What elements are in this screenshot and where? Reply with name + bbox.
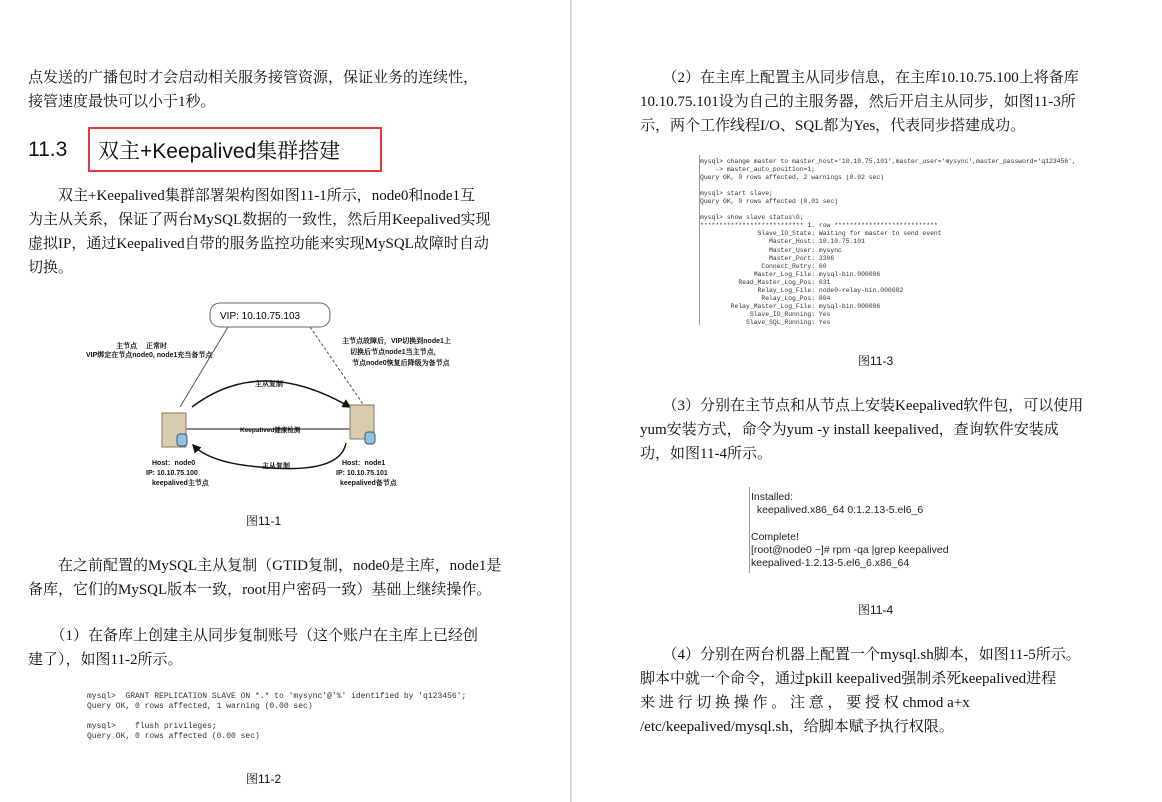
step2-paragraph [640,66,1116,138]
node0-role: keepalived主节点 [152,480,209,487]
architecture-paragraph [28,184,503,280]
right-note: 节点node0恢复后降级为备节点 [352,360,450,367]
text-line: 示，两个工作线程I/O、SQL都为Yes，代表同步搭建成功。 [640,118,1026,134]
slave-status-code-block: mysql> change master to master_host='10.10.75.101',master_user='mysync',master_password='q123456', -> master_auto_position=1; Query OK, 0 rows affected, 2 warnings (0.02 sec) mysql> start slave; Query OK, 0 rows affected (0.01 sec) mysql> show slave status\G; *************************** 1. row *************************** Slave_IO_State: Waiting for master to send event Master_Host: 10.10.75.101 Master_User: mysync Master_Port: 3306 Connect_Retry: 60 Master_Log_File: mysql-bin.000006 Read_Master_Log_Pos: 631 Relay_Log_File: node0-relay-bin.000002 Relay_Log_Pos: 804 Relay_Master_Log_File: mysql-bin.000006 Slave_IO_Running: Yes Slave_SQL_Running: Yes [700,158,1076,326]
text-line: /etc/keepalived/mysql.sh，给脚本赋予执行权限。 [640,719,954,735]
text-line: （3）分别在主节点和从节点上安装Keepalived软件包，可以使用 [640,398,1084,414]
text-line: （2）在主库上配置主从同步信息，在主库10.10.75.100上将备库 [640,70,1079,86]
right-page [572,0,1162,802]
code-border [749,487,750,573]
text-line: 为主从关系，保证了两台MySQL数据的一致性，然后用Keepalived实现 [28,212,491,228]
text-line: （4）分别在两台机器上配置一个mysql.sh脚本，如图11-5所示。 [640,647,1081,663]
text-line: 建了），如图11-2所示。 [28,652,183,668]
arrow-label: Keepalived健康检测 [240,427,301,434]
architecture-diagram [80,295,460,490]
step4-paragraph [640,643,1116,739]
right-note: 切换后节点node1当主节点， [350,349,441,356]
left-page [0,0,570,802]
figure-caption: 图11-4 [858,603,894,617]
server-node0-icon [162,413,187,447]
text-line: 点发送的广播包时才会启动相关服务接管资源，保证业务的连续性， [28,70,479,86]
text-line: 10.10.75.101设为自己的主服务器，然后开启主从同步，如图11-3所 [640,94,1076,110]
section-title: 双主+Keepalived集群搭建 [88,127,382,172]
text-line: 双主+Keepalived集群部署架构图如图11-1所示，node0和node1互 [28,188,476,204]
text-line: 功，如图11-4所示。 [640,446,772,462]
grant-code-block: mysql> GRANT REPLICATION SLAVE ON *.* to 'mysync'@'%' identified by 'q123456'; Query OK, 0 rows affected, 1 warning (0.00 sec) mysql> flush privileges; Query OK, 0 rows affected (0.00 sec) [87,692,467,741]
step3-paragraph [640,394,1116,466]
continue-paragraph [28,554,503,602]
right-note: 主节点故障后，VIP切换到node1上 [342,338,451,345]
server-node1-icon [350,405,375,444]
text-line: 备库，它们的MySQL版本一致，root用户密码一致）基础上继续操作。 [28,582,492,598]
arrow-label: 主从复制 [255,381,283,388]
vip-label: VIP: 10.10.75.103 [220,311,301,322]
text-line: yum安装方式，命令为yum -y install keepalived，查询软件安装成 [640,422,1059,438]
text-line: 在之前配置的MySQL主从复制（GTID复制，node0是主库，node1是 [28,558,502,574]
text-line: 切换。 [28,260,74,276]
vip-link-node0 [180,327,228,407]
node0-host: Host：node0 [152,460,196,467]
figure-caption: 图11-2 [246,772,282,786]
rpm-query-code-block: Installed: keepalived.x86_64 0:1.2.13-5.el6_6 Complete! [root@node0 ~]# rpm -qa |grep keepalived keepalived-1.2.13-5.el6_6.x86_64 [751,491,949,570]
step1-paragraph [28,624,503,672]
text-line: 来 进 行 切 换 操 作 。 注 意 ， 要 授 权 chmod a+x [640,695,970,711]
left-note: 主节点 正常时 [116,343,167,350]
intro-paragraph [28,66,503,114]
text-line: 接管速度最快可以小于1秒。 [28,94,216,110]
figure-caption: 图11-1 [246,514,282,528]
section-number: 11.3 [28,138,68,161]
figure-caption: 图11-3 [858,354,894,368]
text-line: （1）在备库上创建主从同步复制账号（这个账户在主库上已经创 [28,628,479,644]
node1-role: keepalived备节点 [340,480,397,487]
node1-host: Host：node1 [342,460,386,467]
left-note: VIP绑定在节点node0, node1充当备节点 [86,352,213,359]
node0-ip: IP: 10.10.75.100 [146,470,198,477]
text-line: 脚本中就一个命令，通过pkill keepalived强制杀死keepalived进程 [640,671,1057,687]
text-line: 虚拟IP，通过Keepalived自带的服务监控功能来实现MySQL故障时自动 [28,236,489,252]
node1-ip: IP: 10.10.75.101 [336,470,388,477]
arrow-label: 主从复制 [262,463,290,470]
